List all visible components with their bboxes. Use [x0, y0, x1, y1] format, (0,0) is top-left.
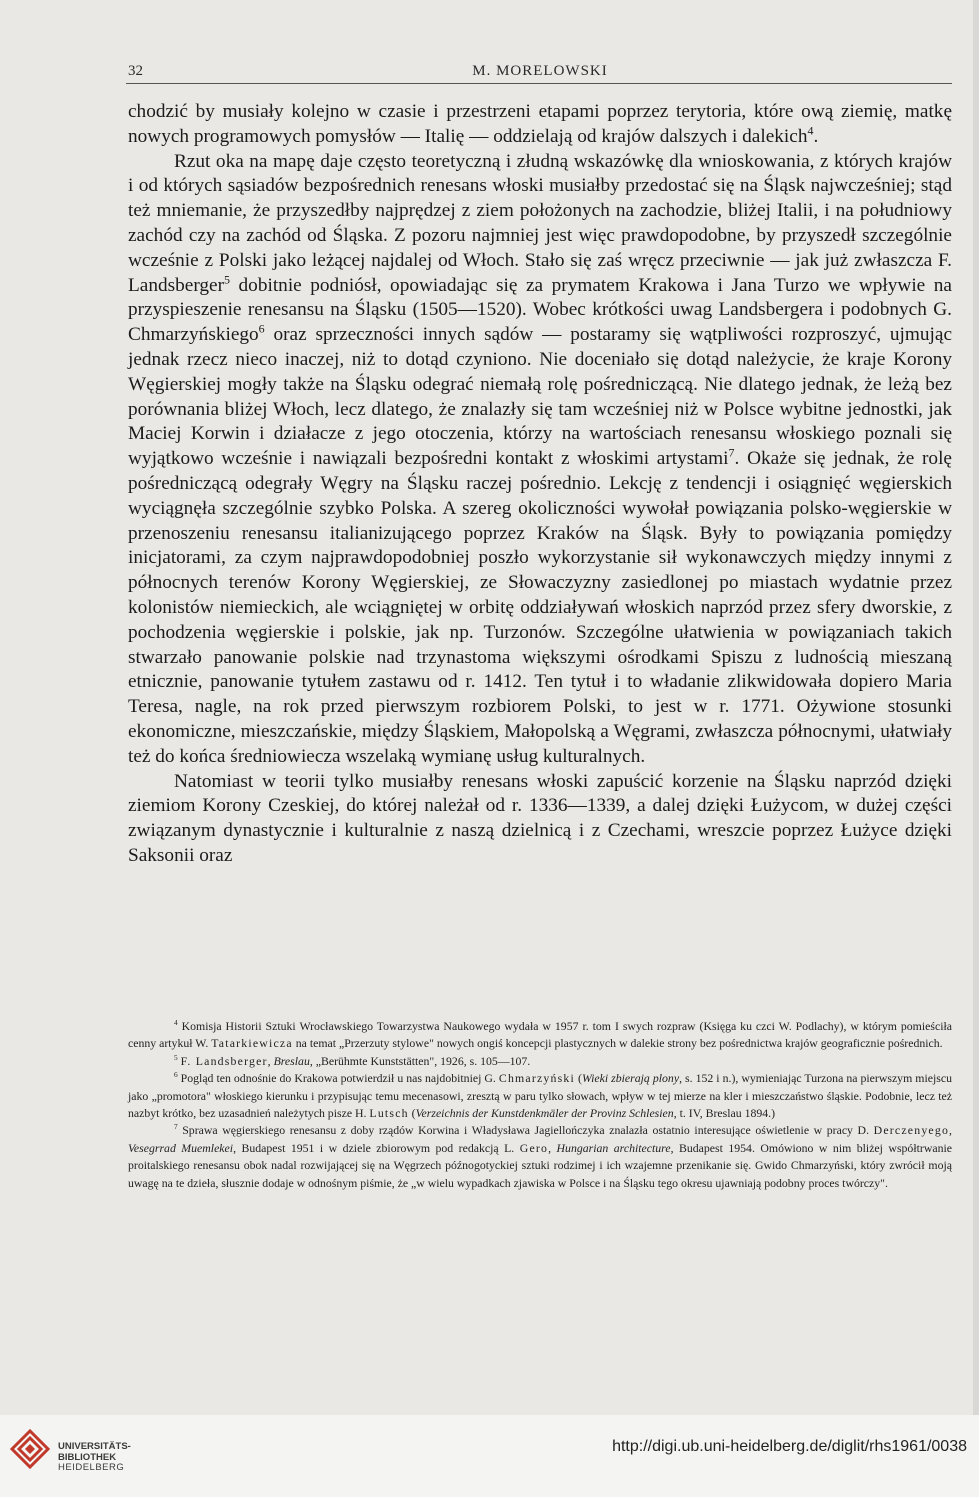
- footnote-7: $^7$ Sprawa węgierskiego renesansu z doby rządów Korwina i Władysława Jagiellończyka znalazła ostatnio interesujące oświetlenie w pracy D. Derczenyego, Vesegrrad Muemlekei, Budapest 1951 i w dziele zbiorowym pod redakcją L. Gero, Hungarian architecture, Budapest 1954. Omówiono w nim bliżej współtrwanie proitalskiego renesansu obok nadal rozwijającej się na Węgrzech późnogotyckiej sztuki rodzimej i ich wzajemne przenikanie się. Gwido Chmarzyński, który zwrócił moją uwagę na te dzieła, słusznie dodaje w odnośnym piśmie, że „w wielu wypadkach zjawiska w Polsce i na Śląsku tego okresu ujawniają podobny proces twórczy".: [128, 1122, 952, 1190]
- paragraph-2: Rzut oka na mapę daje często teoretyczną i złudną wskazówkę dla wnioskowania, z których krajów i od których sąsiadów bezpośrednich renesans włoski musiałby przedostać się na Śląsk najwcześniej; stąd też mniemanie, że przyszedłby najprędzej z ziem położonych na zachodzie, bliżej Italii, i na południowy zachód czy na zachód od Śląska. Z pozoru najmniej jest więc prawdopodobne, by przyszedł szczególnie wcześnie z Polski jako leżącej najdalej od Włoch. Stało się zaś wręcz przeciwnie — jak już zwłaszcza F. Landsberger$^5$ dobitnie podniósł, opowiadając się za prymatem Krakowa i Jana Turzo we wpływie na przyspieszenie renesansu na Śląsku (1505—1520). Wobec krótkości uwag Landsbergera i podobnych G. Chmarzyńskiego$^6$ oraz sprzeczności innych sądów — postaramy się wątpliwości rozproszyć, ujmując jednak rzecz nieco inaczej, niż to dotąd czyniono. Nie doceniało się dotąd należycie, że kraje Korony Węgierskiej mogły także na Śląsku odegrać niemałą rolę pośredniczącą. Nie dlatego jednak, że leżą bez porównania bliżej Włoch, lecz dlatego, że znalazły się tam wcześniej niż w Polsce wybitne jednostki, jak Maciej Korwin i działacze z jego otoczenia, którzy na wartościach renesansu włoskiego poznali się wyjątkowo wcześnie i nawiązali bezpośredni kontakt z włoskimi artystami$^7$. Okaże się jednak, że rolę pośredniczącą odegrały Węgry na Śląsku raczej pośrednio. Lekcję z tendencji i osiągnięć węgierskich wyciągnęła szczególnie szybko Polska. A szereg okoliczności wywołał powiązania polsko-węgierskie w przenoszeniu renesansu italianizującego poprzez Kraków na Śląsk. Były to powiązania pomiędzy inicjatorami, za czym najprawdopodobniej poszło wykorzystanie sił wykonawczych między innymi z północnych terenów Korony Węgierskiej, ze Słowaczyzny zasiedlonej po miastach wydatnie przez kolonistów niemieckich, ale wciągniętej w orbitę oddziaływań włoskich naprzód przez sfery dworskie, z pochodzenia węgierskie i polskie, jak np. Turzonów. Szczególne ułatwienia w powiązaniach takich stwarzało panowanie polskie nad trzynastoma większymi ośrodkami Spiszu z ludnością mieszaną etnicznie, panowanie tytułem zastawu od r. 1412. Ten tytuł i to władanie zlikwidowała dopiero Maria Teresa, nagle, na rok przed pierwszym rozbiorem Polski, to jest w r. 1771. Ożywione stosunki ekonomiczne, mieszczańskie, między Śląskiem, Małopolską a Węgrami, zwłaszcza północnymi, ułatwiały też do końca średniowiecza wszelaką wymianę usług kulturalnych.: [128, 150, 952, 767]
- paragraph-1: chodzić by musiały kolejno w czasie i przestrzeni etapami poprzez terytoria, które ową ziemię, matkę nowych programowych pomysłów — Italię — oddzielają od krajów dalszych i dalekich$^4$.: [128, 101, 952, 147]
- footnote-4: $^4$ Komisja Historii Sztuki Wrocławskiego Towarzystwa Naukowego wydała w 1957 r. tom I swych rozpraw (Księga ku czci W. Podlachy), w którym pomieściła cenny artykuł W. Tatarkiewicza na temat „Przerzuty stylowe" nowych ongiś koncepcji plastycznych w dalekie strony bez pośrednictwa krajów geograficznie pośrednich.: [128, 1018, 952, 1051]
- page-number: 32: [128, 63, 143, 79]
- footnote-6: $^6$ Pogląd ten odnośnie do Krakowa potwierdził u nas najdobitniej G. Chmarzyński (Wieki zbierają plony, s. 152 i n.), wymieniając Turzona na pierwszym miejscu jako „promotora" włoskiego kierunku i przypisując temu mecenasowi, zresztą w paru tylko słowach, wpływ w tej mierze na kler i mieszczaństwo śląskie. Podobnie, lecz też nazbyt krótko, bez uzasadnień należytych pisze H. Lutsch (Verzeichnis der Kunstdenkmäler der Provinz Schlesien, t. IV, Breslau 1894.): [128, 1070, 952, 1121]
- paragraph-3: Natomiast w teorii tylko musiałby renesans włoski zapuścić korzenie na Śląsku naprzód dzięki ziemiom Korony Czeskiej, do której należał od r. 1336—1339, a dalej dzięki Łużycom, w dużej części związanym dynastycznie i kulturalnie z naszą dzielnicą i z Czechami, wreszcie poprzez Łużyce dzięki Saksonii oraz: [128, 770, 952, 866]
- header-rule: [126, 83, 952, 84]
- ub-heidelberg-logo-icon[interactable]: [8, 1427, 52, 1471]
- running-title: M. MORELOWSKI: [472, 63, 608, 79]
- page-edge: [973, 0, 979, 1497]
- footnote-ref-5: 5: [224, 272, 230, 287]
- footnotes: [128, 1018, 952, 1192]
- permalink-url[interactable]: http://digi.ub.uni-heidelberg.de/diglit/rhs1961/0038: [612, 1438, 967, 1455]
- footnote-ref-7: 7: [728, 445, 735, 460]
- viewer-footer: [0, 1415, 979, 1497]
- library-name: UNIVERSITÄTS- BIBLIOTHEK HEIDELBERG: [58, 1441, 131, 1473]
- main-text: [128, 100, 952, 869]
- page-header: [128, 60, 952, 82]
- footnote-ref-6: 6: [258, 321, 265, 336]
- footnote-ref-4: 4: [807, 123, 814, 138]
- footnote-5: $^5$ F. Landsberger, Breslau, „Berühmte Kunststätten", 1926, s. 105—107.: [174, 1052, 531, 1068]
